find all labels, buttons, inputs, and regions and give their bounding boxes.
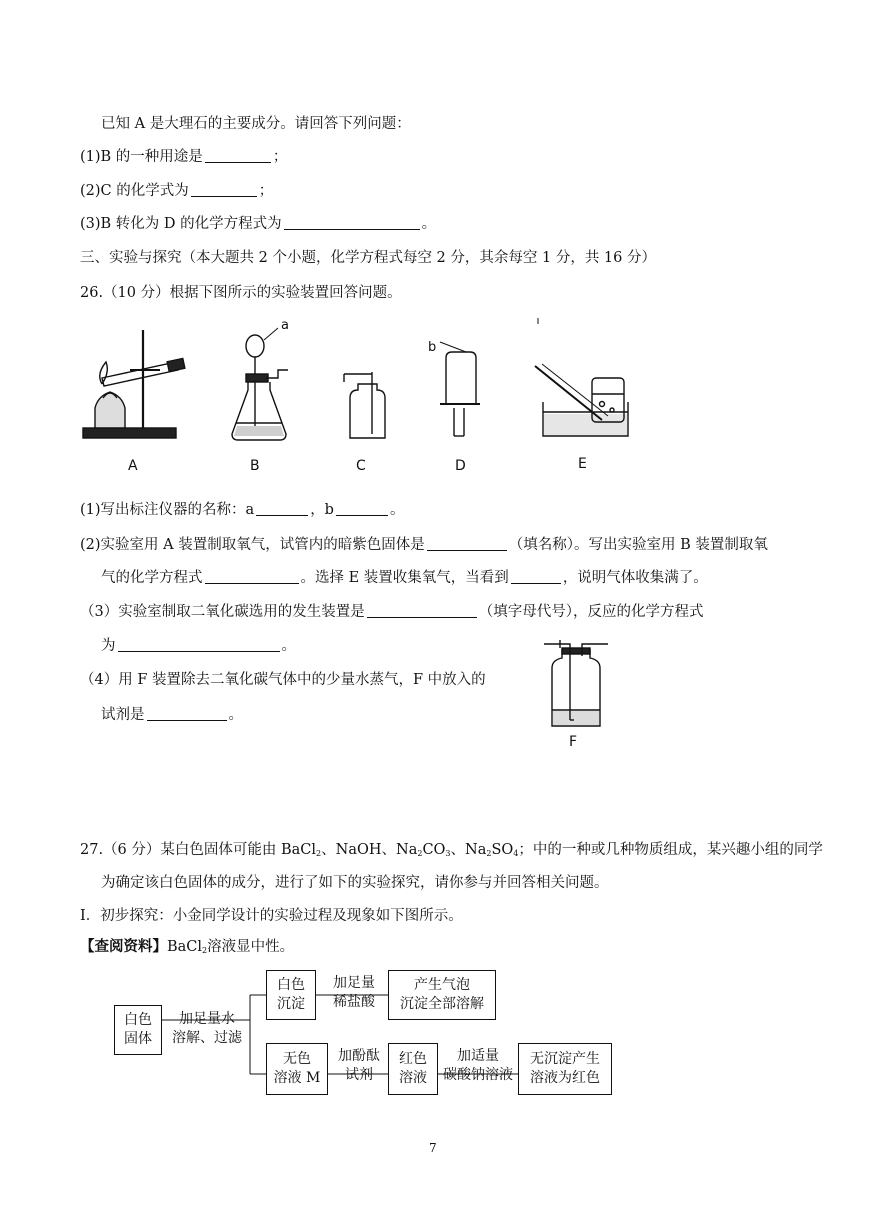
- answer-blank[interactable]: [205, 148, 271, 163]
- apparatus-figure: [80, 318, 640, 478]
- q27-line3: I．初步探究：小金同学设计的实验过程及现象如下图所示。: [80, 908, 463, 924]
- edge-add-phenolphthalein: 加酚酞 试剂: [338, 1048, 380, 1083]
- label-b-instrument: b: [428, 340, 437, 355]
- q25-intro: 已知 A 是大理石的主要成分。请回答下列问题：: [101, 116, 411, 132]
- label-c-apparatus: C: [356, 458, 366, 474]
- q26-part4-line2: 试剂是 。: [101, 707, 243, 723]
- q26-part2-line1: (2)实验室用 A 装置制取氧气，试管内的暗紫色固体是 （填名称）。写出实验室用 B 装置制取氧: [80, 537, 768, 553]
- answer-blank[interactable]: [205, 569, 299, 584]
- node-red-solution: 红色 溶液: [388, 1043, 438, 1095]
- apparatus-c: [344, 372, 385, 438]
- node-solution-m: 无色 溶液 M: [266, 1043, 328, 1095]
- q25-part3: (3)B 转化为 D 的化学方程式为 。: [80, 216, 437, 232]
- answer-blank[interactable]: [147, 706, 227, 721]
- apparatus-d: [440, 342, 480, 436]
- q26-part3-line2: 为 。: [101, 638, 296, 654]
- answer-blank[interactable]: [511, 569, 561, 584]
- answer-blank[interactable]: [427, 536, 507, 551]
- section-heading: 三、实验与探究（本大题共 2 个小题，化学方程式每空 2 分，其余每空 1 分，共 16 分）: [80, 250, 656, 266]
- q26-part3-line1: （3）实验室制取二氧化碳选用的发生装置是 （填字母代号），反应的化学方程式: [80, 604, 704, 620]
- edge-add-hcl: 加足量 稀盐酸: [333, 975, 375, 1010]
- answer-blank[interactable]: [191, 182, 257, 197]
- q27-line2: 为确定该白色固体的成分，进行了如下的实验探究，请你参与并回答相关问题。: [101, 875, 609, 891]
- node-result-no-precipitate: 无沉淀产生 溶液为红色: [518, 1043, 612, 1095]
- node-white-precipitate: 白色 沉淀: [266, 970, 316, 1020]
- answer-blank[interactable]: [336, 501, 388, 516]
- q25-part1: (1)B 的一种用途是 ；: [80, 149, 288, 165]
- label-f-apparatus: F: [569, 734, 578, 750]
- node-result-bubbles: 产生气泡 沉淀全部溶解: [388, 970, 496, 1020]
- reference-note: 【查阅资料】BaCl$_2$溶液显中性。: [80, 938, 295, 955]
- q26-part4-line1: （4）用 F 装置除去二氧化碳气体中的少量水蒸气，F 中放入的: [80, 672, 486, 688]
- label-d-apparatus: D: [455, 458, 466, 474]
- q27-heading: 27.（6 分）某白色固体可能由 BaCl$_2$、NaOH、$Na_2CO_3$、$Na_2SO_4$；中的一种或几种物质组成，某兴趣小组的同学: [80, 842, 823, 858]
- q26-part1: (1)写出标注仪器的名称：a ，b 。: [80, 502, 405, 518]
- edge-add-sodium-carbonate: 加适量 碳酸钠溶液: [443, 1048, 513, 1083]
- answer-blank[interactable]: [367, 603, 477, 618]
- apparatus-e: [535, 364, 628, 436]
- q26-heading: 26.（10 分）根据下图所示的实验装置回答问题。: [80, 285, 402, 301]
- q26-part2-line2: 气的化学方程式 。选择 E 装置收集氧气，当看到 ，说明气体收集满了。: [101, 570, 708, 586]
- answer-blank[interactable]: [118, 637, 280, 652]
- q25-part2: (2)C 的化学式为 ；: [80, 183, 274, 199]
- page-number: 7: [429, 1141, 437, 1155]
- label-b-apparatus: B: [250, 458, 260, 474]
- answer-blank[interactable]: [256, 501, 308, 516]
- label-a-instrument: a: [281, 318, 289, 333]
- edge-add-water: 加足量水 溶解、过滤: [172, 1011, 242, 1046]
- apparatus-a: [83, 330, 185, 438]
- label-a-apparatus: A: [128, 458, 138, 474]
- node-white-solid: 白色 固体: [114, 1005, 162, 1055]
- answer-blank[interactable]: [284, 215, 420, 230]
- apparatus-b: [232, 328, 288, 440]
- label-e-apparatus: E: [578, 456, 587, 472]
- apparatus-f: [540, 640, 620, 732]
